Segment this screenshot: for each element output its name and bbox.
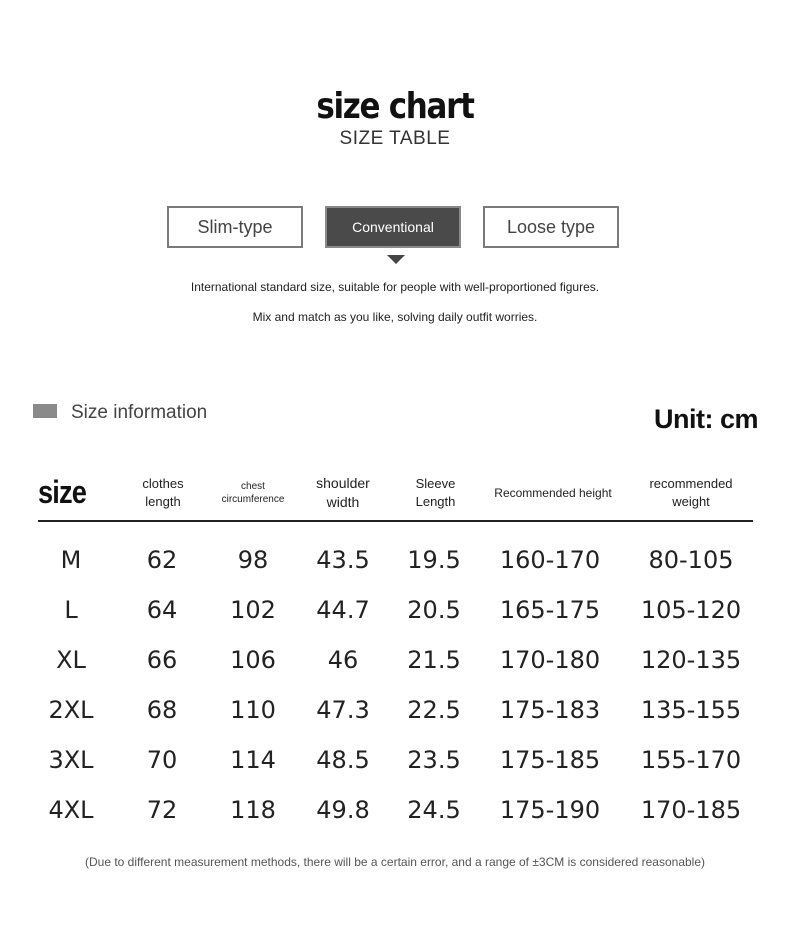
table-cell: 110 xyxy=(230,696,276,724)
section-title: Size information xyxy=(71,402,208,423)
column-header-line: length xyxy=(145,494,181,509)
column-header-line: width xyxy=(326,494,360,510)
size-label: 3XL xyxy=(48,746,94,774)
table-cell: 21.5 xyxy=(407,646,461,674)
table-cell: 80-105 xyxy=(648,546,734,574)
size-label: M xyxy=(60,546,82,574)
fit-description-line-1: International standard size, suitable for people with well-proportioned figures. xyxy=(190,280,600,294)
column-header-recommended-height xyxy=(488,470,618,516)
table-cell: 49.8 xyxy=(316,796,370,824)
header-divider xyxy=(38,520,753,522)
column-header-size: size xyxy=(38,474,87,510)
table-cell: 24.5 xyxy=(407,796,461,824)
table-cell: 48.5 xyxy=(316,746,370,774)
table-cell: 175-183 xyxy=(499,696,601,724)
table-cell: 170-185 xyxy=(640,796,742,824)
table-cell: 105-120 xyxy=(640,596,742,624)
column-header-clothes-length xyxy=(128,470,198,516)
column-header-shoulder-width xyxy=(303,470,383,516)
measurement-note: (Due to different measurement methods, there will be a certain error, and a range of ±3CM is considered reasonable) xyxy=(84,855,706,869)
unit-label: Unit: cm xyxy=(654,404,758,434)
fit-description-line-2: Mix and match as you like, solving daily outfit worries. xyxy=(252,310,538,324)
column-header-line: circumference xyxy=(221,494,285,505)
column-header-line: Length xyxy=(415,494,456,509)
size-label: L xyxy=(64,596,78,624)
table-cell: 165-175 xyxy=(499,596,601,624)
table-cell: 106 xyxy=(230,646,276,674)
table-cell: 19.5 xyxy=(407,546,461,574)
table-cell: 44.7 xyxy=(316,596,370,624)
column-header-line: chest xyxy=(241,480,265,492)
column-header-line: Recommended height xyxy=(494,485,612,500)
table-cell: 68 xyxy=(146,696,178,724)
column-header-chest-circumference xyxy=(208,470,298,516)
conventional-tab[interactable]: Conventional xyxy=(325,206,461,248)
table-cell: 20.5 xyxy=(407,596,461,624)
table-cell: 22.5 xyxy=(407,696,461,724)
page-title: size chart xyxy=(316,86,474,127)
table-cell: 72 xyxy=(146,796,178,824)
table-cell: 120-135 xyxy=(640,646,742,674)
table-cell: 43.5 xyxy=(316,546,370,574)
table-cell: 160-170 xyxy=(499,546,601,574)
column-header-line: weight xyxy=(672,494,710,509)
page-subtitle: SIZE TABLE xyxy=(339,128,451,149)
slim-type-tab[interactable]: Slim-type xyxy=(167,206,303,248)
table-cell: 155-170 xyxy=(640,746,742,774)
column-header-line: Sleeve xyxy=(415,476,456,492)
section-marker-icon xyxy=(33,404,57,418)
table-cell: 170-180 xyxy=(499,646,601,674)
table-cell: 62 xyxy=(146,546,178,574)
column-header-sleeve-length xyxy=(398,470,473,516)
column-header-line: clothes xyxy=(142,476,184,492)
table-cell: 23.5 xyxy=(407,746,461,774)
table-cell: 98 xyxy=(237,546,269,574)
table-cell: 118 xyxy=(230,796,276,824)
active-tab-pointer-icon xyxy=(387,255,405,264)
table-cell: 135-155 xyxy=(640,696,742,724)
table-cell: 46 xyxy=(327,646,359,674)
column-header-recommended-weight xyxy=(633,470,749,516)
table-cell: 64 xyxy=(146,596,178,624)
table-cell: 114 xyxy=(230,746,276,774)
table-cell: 47.3 xyxy=(316,696,370,724)
size-label: 4XL xyxy=(48,796,94,824)
column-header-line: recommended xyxy=(649,476,733,492)
table-cell: 175-190 xyxy=(499,796,601,824)
size-label: 2XL xyxy=(48,696,94,724)
table-cell: 175-185 xyxy=(499,746,601,774)
table-cell: 70 xyxy=(146,746,178,774)
column-header-line: shoulder xyxy=(316,475,370,492)
loose-type-tab[interactable]: Loose type xyxy=(483,206,619,248)
table-cell: 66 xyxy=(146,646,178,674)
table-cell: 102 xyxy=(230,596,276,624)
size-label: XL xyxy=(56,646,86,674)
